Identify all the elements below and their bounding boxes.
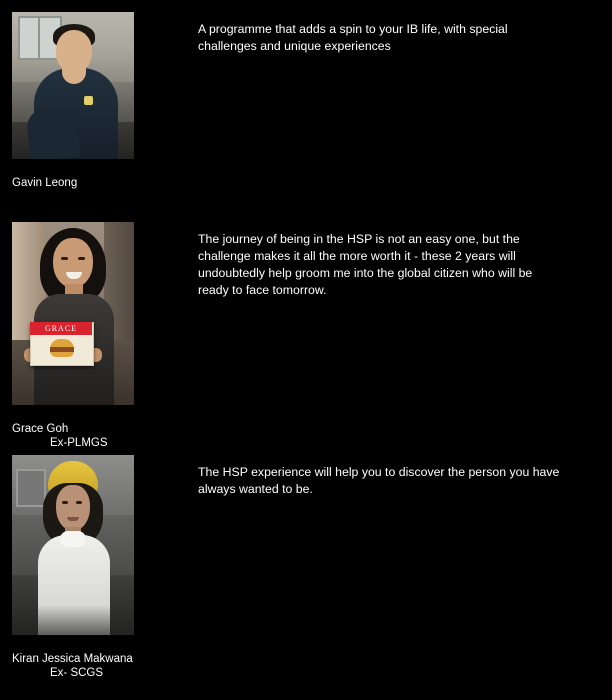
testimonial-quote: The HSP experience will help you to discover the person you have always wanted to be. [198, 465, 560, 496]
name-line: Gavin Leong [12, 177, 78, 189]
box-brand-text: GRACE [44, 324, 78, 333]
testimonial-quote: A programme that adds a spin to your IB life, with special challenges and unique experiences [198, 22, 508, 53]
name-line: Kiran Jessica Makwana [12, 653, 133, 665]
testimonial-quote: The journey of being in the HSP is not an easy one, but the challenge makes it all the more worth it - these 2 years will undoubtedly help groom me into the global citizen who will be ready to face tomorrow. [198, 232, 533, 297]
photo-column [12, 12, 134, 190]
testimonial-name [12, 635, 134, 694]
testimonial-name [12, 159, 134, 190]
photo-column [12, 222, 134, 464]
gavin-leong-photo [12, 12, 134, 159]
photo-column [12, 455, 134, 694]
school-line: Ex- SCGS [50, 667, 104, 679]
kiran-jessica-makwana-photo [12, 455, 134, 635]
name-line: Grace Goh [12, 423, 69, 435]
school-line: Ex-PLMGS [50, 437, 108, 449]
grace-goh-photo [12, 222, 134, 405]
